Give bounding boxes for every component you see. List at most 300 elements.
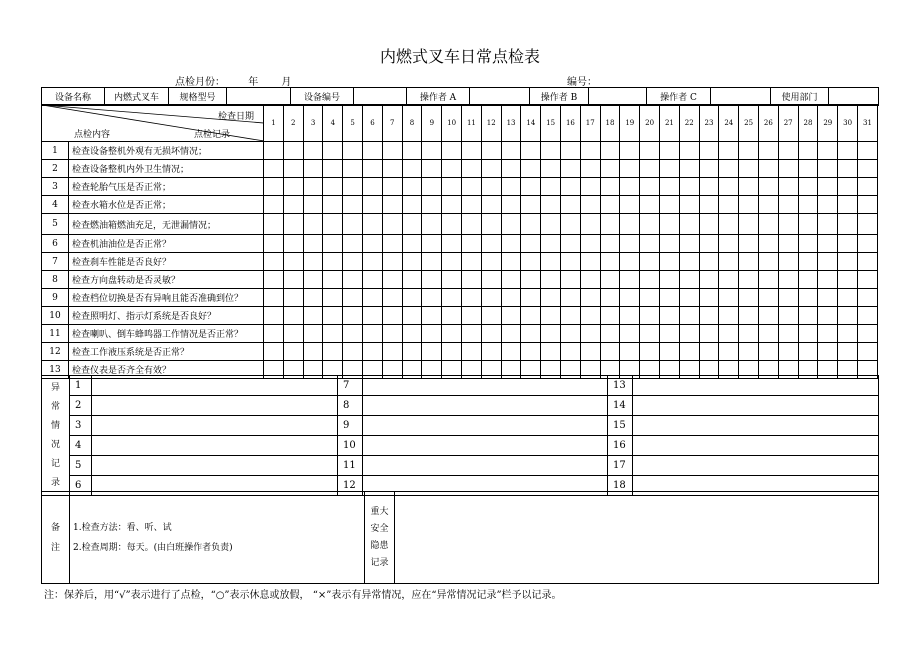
check-cell[interactable] bbox=[580, 235, 600, 253]
check-cell[interactable] bbox=[739, 235, 759, 253]
check-cell[interactable] bbox=[818, 214, 838, 235]
check-cell[interactable] bbox=[857, 289, 877, 307]
check-cell[interactable] bbox=[818, 235, 838, 253]
check-cell[interactable] bbox=[758, 307, 778, 325]
check-cell[interactable] bbox=[264, 271, 284, 289]
check-cell[interactable] bbox=[739, 214, 759, 235]
check-cell[interactable] bbox=[640, 142, 660, 160]
check-cell[interactable] bbox=[541, 343, 561, 361]
check-cell[interactable] bbox=[778, 196, 798, 214]
check-cell[interactable] bbox=[481, 307, 501, 325]
check-cell[interactable] bbox=[758, 178, 778, 196]
check-cell[interactable] bbox=[501, 214, 521, 235]
check-cell[interactable] bbox=[264, 325, 284, 343]
check-cell[interactable] bbox=[343, 271, 363, 289]
check-cell[interactable] bbox=[541, 142, 561, 160]
check-cell[interactable] bbox=[640, 343, 660, 361]
check-cell[interactable] bbox=[580, 289, 600, 307]
check-cell[interactable] bbox=[462, 178, 482, 196]
check-cell[interactable] bbox=[719, 343, 739, 361]
check-cell[interactable] bbox=[283, 178, 303, 196]
check-cell[interactable] bbox=[382, 178, 402, 196]
check-cell[interactable] bbox=[323, 235, 343, 253]
check-cell[interactable] bbox=[719, 235, 739, 253]
check-cell[interactable] bbox=[640, 271, 660, 289]
operator-b-value[interactable] bbox=[589, 88, 647, 106]
check-cell[interactable] bbox=[462, 235, 482, 253]
check-cell[interactable] bbox=[303, 178, 323, 196]
check-cell[interactable] bbox=[541, 214, 561, 235]
check-cell[interactable] bbox=[422, 142, 442, 160]
check-cell[interactable] bbox=[382, 142, 402, 160]
check-cell[interactable] bbox=[857, 235, 877, 253]
check-cell[interactable] bbox=[402, 307, 422, 325]
check-cell[interactable] bbox=[303, 325, 323, 343]
check-cell[interactable] bbox=[580, 142, 600, 160]
check-cell[interactable] bbox=[363, 235, 383, 253]
check-cell[interactable] bbox=[363, 142, 383, 160]
check-cell[interactable] bbox=[699, 271, 719, 289]
check-cell[interactable] bbox=[818, 289, 838, 307]
check-cell[interactable] bbox=[442, 235, 462, 253]
check-cell[interactable] bbox=[758, 196, 778, 214]
check-cell[interactable] bbox=[422, 178, 442, 196]
check-cell[interactable] bbox=[620, 160, 640, 178]
check-cell[interactable] bbox=[382, 307, 402, 325]
check-cell[interactable] bbox=[818, 160, 838, 178]
check-cell[interactable] bbox=[561, 178, 581, 196]
check-cell[interactable] bbox=[264, 235, 284, 253]
check-cell[interactable] bbox=[462, 289, 482, 307]
check-cell[interactable] bbox=[481, 160, 501, 178]
check-cell[interactable] bbox=[739, 325, 759, 343]
check-cell[interactable] bbox=[521, 289, 541, 307]
check-cell[interactable] bbox=[283, 214, 303, 235]
check-cell[interactable] bbox=[462, 343, 482, 361]
check-cell[interactable] bbox=[699, 142, 719, 160]
check-cell[interactable] bbox=[580, 178, 600, 196]
check-cell[interactable] bbox=[382, 289, 402, 307]
check-cell[interactable] bbox=[660, 307, 680, 325]
check-cell[interactable] bbox=[600, 307, 620, 325]
abnormal-entry[interactable] bbox=[363, 416, 608, 436]
check-cell[interactable] bbox=[857, 307, 877, 325]
check-cell[interactable] bbox=[600, 253, 620, 271]
check-cell[interactable] bbox=[283, 289, 303, 307]
check-cell[interactable] bbox=[838, 289, 858, 307]
check-cell[interactable] bbox=[402, 178, 422, 196]
check-cell[interactable] bbox=[838, 142, 858, 160]
check-cell[interactable] bbox=[660, 235, 680, 253]
check-cell[interactable] bbox=[818, 178, 838, 196]
check-cell[interactable] bbox=[481, 142, 501, 160]
check-cell[interactable] bbox=[481, 253, 501, 271]
check-cell[interactable] bbox=[541, 178, 561, 196]
check-cell[interactable] bbox=[521, 214, 541, 235]
abnormal-entry[interactable] bbox=[92, 456, 338, 476]
check-cell[interactable] bbox=[343, 214, 363, 235]
check-cell[interactable] bbox=[382, 325, 402, 343]
check-cell[interactable] bbox=[422, 325, 442, 343]
check-cell[interactable] bbox=[640, 253, 660, 271]
check-cell[interactable] bbox=[363, 325, 383, 343]
check-cell[interactable] bbox=[343, 160, 363, 178]
check-cell[interactable] bbox=[541, 289, 561, 307]
check-cell[interactable] bbox=[264, 214, 284, 235]
check-cell[interactable] bbox=[798, 343, 818, 361]
abnormal-entry[interactable] bbox=[633, 436, 879, 456]
check-cell[interactable] bbox=[501, 307, 521, 325]
check-cell[interactable] bbox=[521, 160, 541, 178]
check-cell[interactable] bbox=[501, 196, 521, 214]
abnormal-entry[interactable] bbox=[633, 416, 879, 436]
check-cell[interactable] bbox=[363, 178, 383, 196]
equip-no-value[interactable] bbox=[354, 88, 407, 106]
check-cell[interactable] bbox=[402, 325, 422, 343]
check-cell[interactable] bbox=[363, 271, 383, 289]
check-cell[interactable] bbox=[323, 289, 343, 307]
check-cell[interactable] bbox=[798, 160, 818, 178]
check-cell[interactable] bbox=[382, 235, 402, 253]
check-cell[interactable] bbox=[481, 178, 501, 196]
check-cell[interactable] bbox=[402, 343, 422, 361]
check-cell[interactable] bbox=[660, 253, 680, 271]
check-cell[interactable] bbox=[283, 142, 303, 160]
check-cell[interactable] bbox=[303, 160, 323, 178]
check-cell[interactable] bbox=[303, 253, 323, 271]
check-cell[interactable] bbox=[600, 289, 620, 307]
check-cell[interactable] bbox=[699, 289, 719, 307]
check-cell[interactable] bbox=[580, 307, 600, 325]
check-cell[interactable] bbox=[323, 307, 343, 325]
check-cell[interactable] bbox=[402, 160, 422, 178]
check-cell[interactable] bbox=[283, 343, 303, 361]
check-cell[interactable] bbox=[719, 271, 739, 289]
check-cell[interactable] bbox=[462, 271, 482, 289]
check-cell[interactable] bbox=[343, 307, 363, 325]
check-cell[interactable] bbox=[264, 160, 284, 178]
check-cell[interactable] bbox=[521, 271, 541, 289]
spec-value[interactable] bbox=[227, 88, 291, 106]
check-cell[interactable] bbox=[561, 160, 581, 178]
check-cell[interactable] bbox=[739, 343, 759, 361]
check-cell[interactable] bbox=[679, 160, 699, 178]
check-cell[interactable] bbox=[501, 253, 521, 271]
check-cell[interactable] bbox=[580, 325, 600, 343]
check-cell[interactable] bbox=[303, 142, 323, 160]
check-cell[interactable] bbox=[798, 142, 818, 160]
check-cell[interactable] bbox=[679, 214, 699, 235]
check-cell[interactable] bbox=[758, 325, 778, 343]
check-cell[interactable] bbox=[382, 214, 402, 235]
check-cell[interactable] bbox=[343, 142, 363, 160]
check-cell[interactable] bbox=[323, 178, 343, 196]
check-cell[interactable] bbox=[382, 196, 402, 214]
check-cell[interactable] bbox=[264, 196, 284, 214]
check-cell[interactable] bbox=[758, 343, 778, 361]
check-cell[interactable] bbox=[719, 214, 739, 235]
check-cell[interactable] bbox=[462, 142, 482, 160]
check-cell[interactable] bbox=[640, 160, 660, 178]
check-cell[interactable] bbox=[501, 325, 521, 343]
check-cell[interactable] bbox=[640, 214, 660, 235]
check-cell[interactable] bbox=[363, 343, 383, 361]
check-cell[interactable] bbox=[501, 160, 521, 178]
abnormal-entry[interactable] bbox=[363, 436, 608, 456]
abnormal-entry[interactable] bbox=[363, 456, 608, 476]
check-cell[interactable] bbox=[323, 160, 343, 178]
major-hazard-record[interactable] bbox=[395, 492, 879, 584]
check-cell[interactable] bbox=[679, 271, 699, 289]
check-cell[interactable] bbox=[798, 196, 818, 214]
check-cell[interactable] bbox=[620, 142, 640, 160]
check-cell[interactable] bbox=[303, 343, 323, 361]
check-cell[interactable] bbox=[857, 160, 877, 178]
check-cell[interactable] bbox=[758, 253, 778, 271]
check-cell[interactable] bbox=[422, 307, 442, 325]
check-cell[interactable] bbox=[422, 196, 442, 214]
check-cell[interactable] bbox=[699, 178, 719, 196]
check-cell[interactable] bbox=[303, 289, 323, 307]
check-cell[interactable] bbox=[620, 289, 640, 307]
check-cell[interactable] bbox=[600, 235, 620, 253]
abnormal-entry[interactable] bbox=[633, 456, 879, 476]
check-cell[interactable] bbox=[303, 271, 323, 289]
check-cell[interactable] bbox=[739, 142, 759, 160]
check-cell[interactable] bbox=[640, 178, 660, 196]
check-cell[interactable] bbox=[462, 214, 482, 235]
check-cell[interactable] bbox=[660, 325, 680, 343]
check-cell[interactable] bbox=[758, 142, 778, 160]
check-cell[interactable] bbox=[739, 160, 759, 178]
check-cell[interactable] bbox=[620, 343, 640, 361]
dept-value[interactable] bbox=[829, 88, 879, 106]
check-cell[interactable] bbox=[561, 196, 581, 214]
check-cell[interactable] bbox=[758, 214, 778, 235]
check-cell[interactable] bbox=[442, 196, 462, 214]
abnormal-entry[interactable] bbox=[633, 376, 879, 396]
check-cell[interactable] bbox=[580, 214, 600, 235]
check-cell[interactable] bbox=[798, 253, 818, 271]
check-cell[interactable] bbox=[699, 160, 719, 178]
check-cell[interactable] bbox=[422, 235, 442, 253]
check-cell[interactable] bbox=[798, 235, 818, 253]
check-cell[interactable] bbox=[363, 253, 383, 271]
check-cell[interactable] bbox=[818, 142, 838, 160]
check-cell[interactable] bbox=[561, 307, 581, 325]
check-cell[interactable] bbox=[679, 343, 699, 361]
check-cell[interactable] bbox=[501, 289, 521, 307]
check-cell[interactable] bbox=[541, 271, 561, 289]
check-cell[interactable] bbox=[561, 271, 581, 289]
check-cell[interactable] bbox=[462, 253, 482, 271]
check-cell[interactable] bbox=[660, 196, 680, 214]
check-cell[interactable] bbox=[798, 271, 818, 289]
check-cell[interactable] bbox=[620, 271, 640, 289]
check-cell[interactable] bbox=[501, 271, 521, 289]
check-cell[interactable] bbox=[699, 343, 719, 361]
check-cell[interactable] bbox=[857, 142, 877, 160]
check-cell[interactable] bbox=[778, 142, 798, 160]
abnormal-entry[interactable] bbox=[92, 416, 338, 436]
check-cell[interactable] bbox=[838, 343, 858, 361]
check-cell[interactable] bbox=[481, 289, 501, 307]
check-cell[interactable] bbox=[323, 253, 343, 271]
check-cell[interactable] bbox=[283, 307, 303, 325]
check-cell[interactable] bbox=[620, 325, 640, 343]
abnormal-entry[interactable] bbox=[92, 436, 338, 456]
check-cell[interactable] bbox=[283, 325, 303, 343]
check-cell[interactable] bbox=[323, 271, 343, 289]
check-cell[interactable] bbox=[758, 160, 778, 178]
check-cell[interactable] bbox=[481, 214, 501, 235]
check-cell[interactable] bbox=[818, 307, 838, 325]
check-cell[interactable] bbox=[798, 214, 818, 235]
check-cell[interactable] bbox=[402, 142, 422, 160]
operator-c-value[interactable] bbox=[711, 88, 771, 106]
check-cell[interactable] bbox=[778, 289, 798, 307]
check-cell[interactable] bbox=[501, 142, 521, 160]
check-cell[interactable] bbox=[660, 160, 680, 178]
check-cell[interactable] bbox=[462, 325, 482, 343]
check-cell[interactable] bbox=[719, 160, 739, 178]
check-cell[interactable] bbox=[442, 253, 462, 271]
check-cell[interactable] bbox=[778, 214, 798, 235]
check-cell[interactable] bbox=[758, 271, 778, 289]
check-cell[interactable] bbox=[521, 178, 541, 196]
check-cell[interactable] bbox=[462, 160, 482, 178]
abnormal-entry[interactable] bbox=[92, 396, 338, 416]
check-cell[interactable] bbox=[640, 307, 660, 325]
check-cell[interactable] bbox=[283, 196, 303, 214]
check-cell[interactable] bbox=[679, 196, 699, 214]
check-cell[interactable] bbox=[838, 307, 858, 325]
check-cell[interactable] bbox=[838, 178, 858, 196]
check-cell[interactable] bbox=[283, 235, 303, 253]
check-cell[interactable] bbox=[600, 325, 620, 343]
check-cell[interactable] bbox=[719, 196, 739, 214]
check-cell[interactable] bbox=[382, 343, 402, 361]
check-cell[interactable] bbox=[343, 196, 363, 214]
check-cell[interactable] bbox=[778, 178, 798, 196]
check-cell[interactable] bbox=[719, 178, 739, 196]
check-cell[interactable] bbox=[481, 343, 501, 361]
check-cell[interactable] bbox=[442, 178, 462, 196]
check-cell[interactable] bbox=[382, 160, 402, 178]
abnormal-entry[interactable] bbox=[363, 396, 608, 416]
check-cell[interactable] bbox=[283, 160, 303, 178]
check-cell[interactable] bbox=[778, 253, 798, 271]
check-cell[interactable] bbox=[561, 253, 581, 271]
check-cell[interactable] bbox=[442, 214, 462, 235]
check-cell[interactable] bbox=[838, 253, 858, 271]
check-cell[interactable] bbox=[323, 343, 343, 361]
check-cell[interactable] bbox=[343, 343, 363, 361]
check-cell[interactable] bbox=[264, 307, 284, 325]
check-cell[interactable] bbox=[541, 325, 561, 343]
check-cell[interactable] bbox=[758, 289, 778, 307]
check-cell[interactable] bbox=[521, 325, 541, 343]
check-cell[interactable] bbox=[442, 325, 462, 343]
check-cell[interactable] bbox=[620, 214, 640, 235]
check-cell[interactable] bbox=[620, 307, 640, 325]
check-cell[interactable] bbox=[402, 214, 422, 235]
check-cell[interactable] bbox=[442, 307, 462, 325]
check-cell[interactable] bbox=[501, 235, 521, 253]
check-cell[interactable] bbox=[620, 235, 640, 253]
check-cell[interactable] bbox=[857, 196, 877, 214]
check-cell[interactable] bbox=[838, 271, 858, 289]
check-cell[interactable] bbox=[699, 325, 719, 343]
check-cell[interactable] bbox=[699, 253, 719, 271]
check-cell[interactable] bbox=[679, 307, 699, 325]
check-cell[interactable] bbox=[857, 325, 877, 343]
check-cell[interactable] bbox=[521, 235, 541, 253]
check-cell[interactable] bbox=[541, 253, 561, 271]
check-cell[interactable] bbox=[481, 325, 501, 343]
check-cell[interactable] bbox=[521, 142, 541, 160]
check-cell[interactable] bbox=[838, 235, 858, 253]
check-cell[interactable] bbox=[739, 289, 759, 307]
check-cell[interactable] bbox=[600, 178, 620, 196]
check-cell[interactable] bbox=[679, 235, 699, 253]
check-cell[interactable] bbox=[323, 142, 343, 160]
check-cell[interactable] bbox=[541, 160, 561, 178]
check-cell[interactable] bbox=[838, 196, 858, 214]
check-cell[interactable] bbox=[818, 343, 838, 361]
check-cell[interactable] bbox=[660, 142, 680, 160]
check-cell[interactable] bbox=[264, 343, 284, 361]
check-cell[interactable] bbox=[303, 196, 323, 214]
check-cell[interactable] bbox=[264, 142, 284, 160]
check-cell[interactable] bbox=[818, 196, 838, 214]
check-cell[interactable] bbox=[620, 253, 640, 271]
check-cell[interactable] bbox=[798, 325, 818, 343]
check-cell[interactable] bbox=[382, 253, 402, 271]
check-cell[interactable] bbox=[402, 235, 422, 253]
check-cell[interactable] bbox=[402, 196, 422, 214]
check-cell[interactable] bbox=[442, 343, 462, 361]
check-cell[interactable] bbox=[719, 253, 739, 271]
check-cell[interactable] bbox=[857, 253, 877, 271]
check-cell[interactable] bbox=[699, 235, 719, 253]
check-cell[interactable] bbox=[600, 160, 620, 178]
check-cell[interactable] bbox=[363, 196, 383, 214]
abnormal-entry[interactable] bbox=[633, 396, 879, 416]
check-cell[interactable] bbox=[481, 271, 501, 289]
check-cell[interactable] bbox=[739, 253, 759, 271]
check-cell[interactable] bbox=[363, 289, 383, 307]
check-cell[interactable] bbox=[857, 271, 877, 289]
check-cell[interactable] bbox=[660, 271, 680, 289]
check-cell[interactable] bbox=[699, 307, 719, 325]
check-cell[interactable] bbox=[541, 307, 561, 325]
check-cell[interactable] bbox=[323, 325, 343, 343]
check-cell[interactable] bbox=[640, 325, 660, 343]
check-cell[interactable] bbox=[580, 160, 600, 178]
check-cell[interactable] bbox=[739, 196, 759, 214]
check-cell[interactable] bbox=[561, 289, 581, 307]
check-cell[interactable] bbox=[343, 253, 363, 271]
check-cell[interactable] bbox=[739, 271, 759, 289]
check-cell[interactable] bbox=[402, 253, 422, 271]
check-cell[interactable] bbox=[303, 214, 323, 235]
check-cell[interactable] bbox=[462, 196, 482, 214]
check-cell[interactable] bbox=[501, 343, 521, 361]
check-cell[interactable] bbox=[402, 289, 422, 307]
check-cell[interactable] bbox=[778, 160, 798, 178]
check-cell[interactable] bbox=[739, 307, 759, 325]
